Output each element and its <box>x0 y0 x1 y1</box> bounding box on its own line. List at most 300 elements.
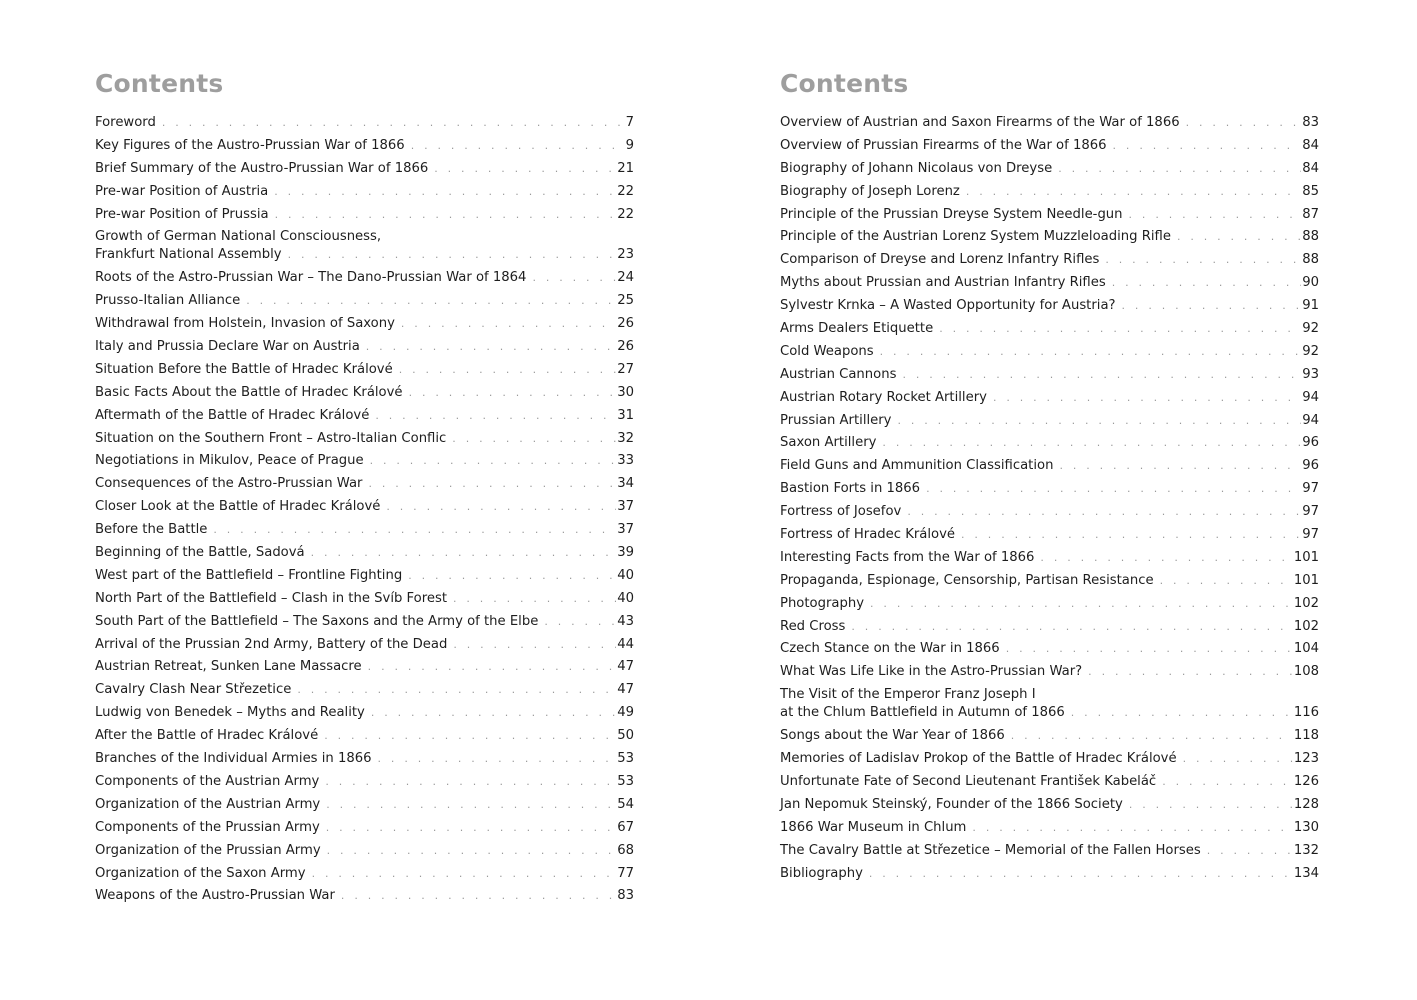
toc-entry-row <box>780 320 1319 338</box>
toc-entry-row <box>95 430 634 448</box>
toc-entry-title: Unfortunate Fate of Second Lieutenant František Kabeláč <box>780 773 1157 789</box>
dot-leader <box>326 796 616 814</box>
dot-leader <box>366 338 616 356</box>
dot-leader <box>378 750 617 768</box>
toc-entry-page-number: 32 <box>617 430 634 446</box>
toc-entry-page-number: 88 <box>1302 229 1319 245</box>
toc-entry[interactable] <box>780 320 1319 338</box>
toc-entry-page-number: 97 <box>1302 481 1319 497</box>
toc-entry-page-number: 83 <box>1302 115 1319 130</box>
toc-entry-page-number: 130 <box>1293 819 1319 835</box>
toc-entry[interactable] <box>95 338 634 356</box>
toc-entry-row <box>95 137 634 155</box>
toc-entry-title: Organization of the Austrian Army <box>95 796 321 812</box>
toc-entry-title: Aftermath of the Battle of Hradec Králové <box>95 407 370 423</box>
toc-entry-title: After the Battle of Hradec Králové <box>95 728 319 744</box>
dot-leader <box>368 658 617 676</box>
toc-entry-title: Pre-war Position of Prussia <box>95 206 269 222</box>
toc-entry[interactable] <box>780 114 1319 132</box>
toc-entry-title: Situation on the Southern Front – Astro-Italian Conflic <box>95 430 447 446</box>
toc-entry-page-number: 93 <box>1302 366 1319 382</box>
dot-leader <box>902 366 1301 384</box>
toc-entry-title: Principle of the Prussian Dreyse System Needle-gun <box>780 206 1123 222</box>
dot-leader <box>401 315 616 333</box>
toc-entry-row <box>95 246 634 264</box>
toc-entry-row <box>95 887 634 905</box>
toc-list <box>95 114 634 905</box>
toc-entry-page-number: 77 <box>617 865 634 881</box>
dot-leader <box>870 595 1293 613</box>
dot-leader <box>213 521 616 539</box>
toc-entry[interactable] <box>95 430 634 448</box>
toc-entry-page-number: 96 <box>1302 458 1319 474</box>
toc-entry[interactable] <box>780 686 1319 722</box>
toc-entry[interactable] <box>780 412 1319 430</box>
toc-entry[interactable] <box>780 183 1319 201</box>
toc-entry-row <box>95 269 634 287</box>
dot-leader <box>311 544 617 562</box>
toc-entry-row <box>780 137 1319 155</box>
toc-entry-page-number: 23 <box>617 247 634 263</box>
right-contents-page <box>780 68 1319 887</box>
toc-entry-row <box>780 434 1319 452</box>
dot-leader <box>966 183 1301 201</box>
dot-leader <box>1011 727 1293 745</box>
toc-entry[interactable] <box>95 292 634 310</box>
toc-entry-page-number: 31 <box>617 407 634 423</box>
toc-entry-title: Before the Battle <box>95 522 208 538</box>
toc-entry[interactable] <box>95 613 634 631</box>
toc-entry-row <box>95 452 634 470</box>
toc-entry[interactable] <box>95 796 634 814</box>
toc-entry[interactable] <box>780 137 1319 155</box>
dot-leader <box>408 567 616 585</box>
toc-entry-page-number: 84 <box>1302 160 1319 176</box>
toc-entry-page-number: 118 <box>1293 728 1319 744</box>
page-title: Contents <box>780 69 909 98</box>
toc-entry-row <box>95 160 634 178</box>
toc-entry-page-number: 94 <box>1302 389 1319 405</box>
toc-entry-title: Bastion Forts in 1866 <box>780 481 921 497</box>
toc-entry-row <box>95 842 634 860</box>
toc-entry-row <box>780 412 1319 430</box>
toc-entry-title: Memories of Ladislav Prokop of the Battle of Hradec Králové <box>780 751 1177 767</box>
toc-entry[interactable] <box>780 160 1319 178</box>
toc-entry-title: Jan Nepomuk Steinský, Founder of the 1866 Society <box>780 796 1123 812</box>
toc-entry[interactable] <box>95 228 634 264</box>
toc-entry-title: Prussian Artillery <box>780 412 892 428</box>
toc-entry[interactable] <box>95 521 634 539</box>
toc-entry-page-number: 50 <box>617 728 634 744</box>
dot-leader <box>288 246 617 264</box>
toc-entry-row <box>95 658 634 676</box>
toc-entry-title: 1866 War Museum in Chlum <box>780 819 967 835</box>
dot-leader <box>961 526 1301 544</box>
toc-entry-page-number: 88 <box>1302 252 1319 268</box>
toc-entry-title: Key Figures of the Austro-Prussian War of 1866 <box>95 137 405 153</box>
toc-entry-title: Saxon Artillery <box>780 435 877 451</box>
toc-entry-page-number: 94 <box>1302 412 1319 428</box>
toc-entry-page-number: 126 <box>1293 773 1319 789</box>
toc-entry-title: Components of the Prussian Army <box>95 819 320 835</box>
toc-entry[interactable] <box>95 384 634 402</box>
dot-leader <box>371 704 616 722</box>
toc-entry[interactable] <box>95 704 634 722</box>
dot-leader <box>1162 773 1293 791</box>
toc-entry-title: Withdrawal from Holstein, Invasion of Saxony <box>95 316 395 332</box>
toc-entry-row <box>780 457 1319 475</box>
toc-entry[interactable] <box>780 549 1319 567</box>
toc-entry-page-number: 30 <box>617 384 634 400</box>
toc-entry-title: Field Guns and Ammunition Classification <box>780 458 1054 474</box>
dot-leader <box>1207 842 1293 860</box>
toc-entry-title: Red Cross <box>780 618 846 634</box>
dot-leader <box>1186 114 1302 132</box>
toc-entry-title: Pre-war Position of Austria <box>95 183 269 199</box>
toc-entry-page-number: 83 <box>617 888 634 904</box>
toc-entry[interactable] <box>95 361 634 379</box>
toc-entry[interactable] <box>780 819 1319 837</box>
dot-leader <box>897 412 1301 430</box>
dot-leader <box>939 320 1301 338</box>
toc-entry-row <box>780 640 1319 658</box>
dot-leader <box>326 819 616 837</box>
toc-entry-row <box>95 407 634 425</box>
dot-leader <box>1112 274 1301 292</box>
toc-entry[interactable] <box>95 842 634 860</box>
toc-entry-page-number: 68 <box>617 842 634 858</box>
toc-entry-page-number: 9 <box>625 137 634 153</box>
toc-entry-title: Italy and Prussia Declare War on Austria <box>95 339 360 355</box>
dot-leader <box>399 361 616 379</box>
toc-entry-title: Foreword <box>95 115 156 130</box>
toc-entry[interactable] <box>95 681 634 699</box>
toc-entry[interactable] <box>780 389 1319 407</box>
toc-entry-title: Interesting Facts from the War of 1866 <box>780 549 1035 565</box>
toc-entry-title: Austrian Rotary Rocket Artillery <box>780 389 987 405</box>
toc-entry-title: Principle of the Austrian Lorenz System Muzzleloading Rifle <box>780 229 1171 245</box>
toc-entry[interactable] <box>780 434 1319 452</box>
toc-entry-row <box>95 773 634 791</box>
toc-entry-page-number: 33 <box>617 453 634 469</box>
toc-entry-title: Czech Stance on the War in 1866 <box>780 641 1000 657</box>
toc-entry-row <box>780 183 1319 201</box>
toc-entry-row <box>95 819 634 837</box>
toc-entry-title: Basic Facts About the Battle of Hradec Králové <box>95 384 403 400</box>
toc-entry[interactable] <box>95 160 634 178</box>
toc-entry[interactable] <box>95 407 634 425</box>
toc-entry-title: Brief Summary of the Austro-Prussian War of 1866 <box>95 160 429 176</box>
toc-entry-title: Songs about the War Year of 1866 <box>780 728 1005 744</box>
toc-entry-title: Components of the Austrian Army <box>95 773 320 789</box>
toc-entry-row <box>780 206 1319 224</box>
toc-entry[interactable] <box>95 887 634 905</box>
toc-entry[interactable] <box>780 727 1319 745</box>
toc-entry[interactable] <box>780 640 1319 658</box>
dot-leader <box>368 475 616 493</box>
toc-entry-row <box>780 297 1319 315</box>
dot-leader <box>274 183 616 201</box>
toc-entry[interactable] <box>95 819 634 837</box>
dot-leader <box>341 887 616 905</box>
toc-entry-page-number: 21 <box>617 160 634 176</box>
toc-entry-title: Austrian Retreat, Sunken Lane Massacre <box>95 659 362 675</box>
toc-entry[interactable] <box>780 526 1319 544</box>
toc-entry-page-number: 34 <box>617 476 634 492</box>
dot-leader <box>869 865 1293 883</box>
toc-entry[interactable] <box>780 228 1319 246</box>
toc-entry-row <box>95 613 634 631</box>
toc-entry-row <box>780 274 1319 292</box>
toc-entry[interactable] <box>95 544 634 562</box>
toc-entry[interactable] <box>95 865 634 883</box>
dot-leader <box>880 343 1302 361</box>
toc-entry-row <box>95 338 634 356</box>
toc-entry-page-number: 84 <box>1302 137 1319 153</box>
toc-entry-page-number: 90 <box>1302 275 1319 291</box>
toc-entry-page-number: 44 <box>617 636 634 652</box>
toc-entry[interactable] <box>780 297 1319 315</box>
toc-entry-page-number: 47 <box>617 659 634 675</box>
toc-entry-page-number: 26 <box>617 316 634 332</box>
toc-entry-page-number: 123 <box>1293 751 1319 767</box>
dot-leader <box>1088 663 1293 681</box>
toc-entry[interactable] <box>780 618 1319 636</box>
toc-entry[interactable] <box>95 636 634 654</box>
toc-entry[interactable] <box>780 865 1319 883</box>
toc-entry-row <box>95 796 634 814</box>
page-title: Contents <box>95 69 224 98</box>
toc-entry-title: The Cavalry Battle at Střezetice – Memorial of the Fallen Horses <box>780 842 1201 858</box>
toc-entry[interactable] <box>95 206 634 224</box>
toc-entry-title-line1: The Visit of the Emperor Franz Joseph I <box>780 687 1036 703</box>
toc-entry[interactable] <box>780 480 1319 498</box>
dot-leader <box>1105 251 1301 269</box>
toc-entry-page-number: 25 <box>617 293 634 309</box>
toc-entry[interactable] <box>780 206 1319 224</box>
toc-entry-row <box>780 549 1319 567</box>
toc-entry-row <box>780 366 1319 384</box>
toc-entry-row <box>95 704 634 722</box>
dot-leader <box>1129 796 1293 814</box>
toc-entry-page-number: 7 <box>625 115 634 130</box>
toc-entry-title: Biography of Joseph Lorenz <box>780 183 960 199</box>
dot-leader <box>370 452 617 470</box>
toc-list <box>780 114 1319 883</box>
toc-entry-title: Arrival of the Prussian 2nd Army, Battery of the Dead <box>95 636 448 652</box>
toc-entry-title: Closer Look at the Battle of Hradec Králové <box>95 499 381 515</box>
toc-entry[interactable] <box>95 773 634 791</box>
toc-entry[interactable] <box>95 727 634 745</box>
toc-entry-title: Situation Before the Battle of Hradec Králové <box>95 361 393 377</box>
toc-entry-page-number: 67 <box>617 819 634 835</box>
toc-entry-title: Bibliography <box>780 865 863 881</box>
toc-entry-title: Overview of Prussian Firearms of the War of 1866 <box>780 137 1107 153</box>
toc-entry[interactable] <box>780 366 1319 384</box>
toc-entry[interactable] <box>780 595 1319 613</box>
toc-entry-title: Fortress of Josefov <box>780 504 902 520</box>
toc-entry[interactable] <box>95 567 634 585</box>
toc-entry[interactable] <box>780 796 1319 814</box>
toc-entry-title: Organization of the Saxon Army <box>95 865 306 881</box>
dot-leader <box>1006 640 1293 658</box>
toc-entry-title: Propaganda, Espionage, Censorship, Partisan Resistance <box>780 572 1154 588</box>
toc-entry-page-number: 101 <box>1293 549 1319 565</box>
toc-entry-page-number: 97 <box>1302 527 1319 543</box>
toc-entry[interactable] <box>780 457 1319 475</box>
toc-entry-row <box>95 292 634 310</box>
toc-entry-page-number: 116 <box>1293 705 1319 721</box>
dot-leader <box>1113 137 1302 155</box>
dot-leader <box>275 206 617 224</box>
toc-entry-page-number: 40 <box>617 567 634 583</box>
toc-entry[interactable] <box>95 137 634 155</box>
toc-entry-row <box>95 361 634 379</box>
toc-entry[interactable] <box>95 269 634 287</box>
dot-leader <box>1129 206 1302 224</box>
toc-entry-title: Ludwig von Benedek – Myths and Reality <box>95 705 365 721</box>
toc-entry-row <box>780 389 1319 407</box>
toc-entry-row <box>780 572 1319 590</box>
toc-entry-page-number: 22 <box>617 206 634 222</box>
dot-leader <box>851 618 1292 636</box>
toc-entry-page-number: 24 <box>617 270 634 286</box>
toc-entry[interactable] <box>780 750 1319 768</box>
toc-entry-title: South Part of the Battlefield – The Saxons and the Army of the Elbe <box>95 613 539 629</box>
dot-leader <box>411 137 625 155</box>
toc-entry[interactable] <box>780 251 1319 269</box>
toc-entry-row <box>95 590 634 608</box>
toc-entry[interactable] <box>780 503 1319 521</box>
toc-entry-row <box>780 796 1319 814</box>
toc-entry[interactable] <box>780 663 1319 681</box>
toc-entry-page-number: 85 <box>1302 183 1319 199</box>
toc-entry-title: Frankfurt National Assembly <box>95 247 282 263</box>
toc-entry[interactable] <box>95 658 634 676</box>
toc-entry-row <box>780 842 1319 860</box>
toc-entry-page-number: 134 <box>1293 865 1319 881</box>
toc-entry-page-number: 96 <box>1302 435 1319 451</box>
toc-entry-row <box>780 114 1319 132</box>
dot-leader <box>1122 297 1302 315</box>
dot-leader <box>453 636 616 654</box>
toc-entry-page-number: 102 <box>1293 618 1319 634</box>
toc-entry-title: Sylvestr Krnka – A Wasted Opportunity for Austria? <box>780 298 1116 314</box>
toc-entry-title: Arms Dealers Etiquette <box>780 321 934 337</box>
dot-leader <box>1071 704 1293 722</box>
toc-entry-row <box>95 315 634 333</box>
toc-entry-title: Organization of the Prussian Army <box>95 842 321 858</box>
toc-entry-page-number: 27 <box>617 361 634 377</box>
toc-entry-row <box>95 206 634 224</box>
toc-entry-row <box>95 498 634 516</box>
toc-entry-row <box>780 773 1319 791</box>
toc-entry-row <box>95 681 634 699</box>
toc-entry-page-number: 47 <box>617 682 634 698</box>
toc-entry-title: Weapons of the Austro-Prussian War <box>95 888 335 904</box>
toc-entry[interactable] <box>780 773 1319 791</box>
toc-entry-page-number: 92 <box>1302 321 1319 337</box>
toc-entry-page-number: 37 <box>617 522 634 538</box>
toc-entry-row <box>95 567 634 585</box>
toc-entry[interactable] <box>95 183 634 201</box>
dot-leader <box>324 727 616 745</box>
toc-entry[interactable] <box>95 750 634 768</box>
toc-entry-page-number: 92 <box>1302 343 1319 359</box>
toc-entry-row <box>780 251 1319 269</box>
toc-entry-row <box>95 183 634 201</box>
toc-entry-title: Negotiations in Mikulov, Peace of Prague <box>95 453 364 469</box>
toc-entry-row <box>780 343 1319 361</box>
toc-entry-row <box>780 526 1319 544</box>
toc-entry-row <box>780 618 1319 636</box>
toc-entry[interactable] <box>95 590 634 608</box>
toc-entry-page-number: 43 <box>617 613 634 629</box>
toc-entry[interactable] <box>95 452 634 470</box>
toc-entry[interactable] <box>780 572 1319 590</box>
toc-entry-row <box>780 595 1319 613</box>
dot-leader <box>297 681 616 699</box>
toc-entry-row <box>95 727 634 745</box>
toc-entry-page-number: 53 <box>617 773 634 789</box>
toc-entry[interactable] <box>95 475 634 493</box>
toc-entry-row <box>95 521 634 539</box>
toc-entry-page-number: 49 <box>617 705 634 721</box>
toc-entry-page-number: 128 <box>1293 796 1319 812</box>
toc-entry-row <box>95 636 634 654</box>
toc-entry-row <box>95 114 634 132</box>
toc-entry-title: at the Chlum Battlefield in Autumn of 1866 <box>780 705 1065 721</box>
dot-leader <box>907 503 1301 521</box>
dot-leader <box>327 842 617 860</box>
toc-entry-page-number: 132 <box>1293 842 1319 858</box>
toc-entry[interactable] <box>780 274 1319 292</box>
toc-entry-title: North Part of the Battlefield – Clash in the Svíb Forest <box>95 590 448 606</box>
toc-entry[interactable] <box>95 498 634 516</box>
dot-leader <box>386 498 616 516</box>
toc-entry-row <box>95 750 634 768</box>
toc-entry-page-number: 39 <box>617 545 634 561</box>
toc-entry-title: Cavalry Clash Near Střezetice <box>95 682 292 698</box>
toc-entry-title: What Was Life Like in the Astro-Prussian War? <box>780 664 1083 680</box>
toc-entry-page-number: 101 <box>1293 572 1319 588</box>
left-contents-page <box>95 68 634 910</box>
dot-leader <box>1058 160 1301 178</box>
toc-entry-row <box>780 704 1319 722</box>
dot-leader <box>246 292 616 310</box>
dot-leader <box>375 407 616 425</box>
toc-entry-title: Comparison of Dreyse and Lorenz Infantry Rifles <box>780 252 1100 268</box>
toc-entry-title: Biography of Johann Nicolaus von Dreyse <box>780 160 1053 176</box>
toc-entry-title: Cold Weapons <box>780 343 874 359</box>
toc-entry-row <box>95 384 634 402</box>
toc-entry[interactable] <box>95 114 634 132</box>
toc-entry-page-number: 40 <box>617 590 634 606</box>
toc-entry[interactable] <box>95 315 634 333</box>
toc-entry[interactable] <box>780 343 1319 361</box>
dot-leader <box>409 384 617 402</box>
toc-entry-page-number: 102 <box>1293 595 1319 611</box>
toc-entry[interactable] <box>780 842 1319 860</box>
toc-entry-page-number: 108 <box>1293 664 1319 680</box>
toc-entry-page-number: 53 <box>617 751 634 767</box>
toc-entry-page-number: 54 <box>617 796 634 812</box>
toc-entry-title: Roots of the Astro-Prussian War – The Dano-Prussian War of 1864 <box>95 270 527 286</box>
toc-entry-row <box>780 819 1319 837</box>
dot-leader <box>544 613 616 631</box>
toc-entry-row <box>95 475 634 493</box>
toc-entry-page-number: 87 <box>1302 206 1319 222</box>
